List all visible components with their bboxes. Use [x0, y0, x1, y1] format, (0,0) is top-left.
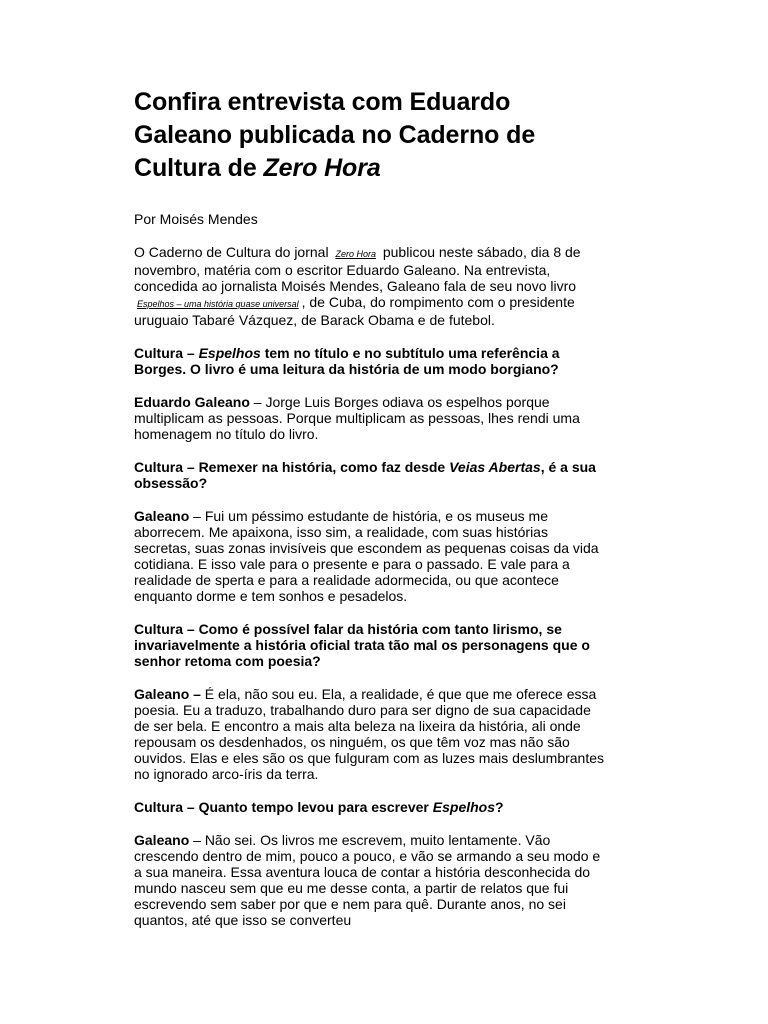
speaker: Galeano — [134, 508, 190, 524]
question-4 — [134, 799, 604, 815]
answer-text: – Fui um péssimo estudante de história, e os museus me aborrecem. Me apaixona, isso sim, a realidade, com suas histórias secretas, suas zonas invisíveis que escondem as pequenas coisas da vida cotidiana. E isso vale para o presente e para o passado. E vale para a realidade de sperta e para a realidade adormecida, ou que acontece enquanto dorme e tem sonhos e pesadelos. — [134, 508, 599, 604]
q4-a: Cultura – Quanto tempo levou para escrever — [134, 799, 433, 815]
answer-2 — [134, 508, 604, 604]
answer-text: – Jorge Luis Borges odiava os espelhos porque multiplicam as pessoas. Porque multiplicam as pessoas, lhes rendi uma homenagem no título do livro. — [134, 394, 580, 442]
speaker: Galeano – — [134, 686, 201, 702]
byline: Por Moisés Mendes — [134, 211, 258, 227]
q1-a: Cultura – — [134, 345, 199, 361]
speaker: Galeano — [134, 832, 190, 848]
answer-3 — [134, 686, 604, 782]
title-newspaper: Zero Hora — [263, 154, 381, 182]
zero-hora-link[interactable]: Zero Hora — [335, 249, 376, 259]
answer-text: É ela, não sou eu. Ela, a realidade, é que que me oferece essa poesia. Eu a traduzo, trabalhando duro para ser digno de sua capacidade de ser bela. E encontro a mais alta beleza na lixeira da história, ali onde repousam os desdenhados, os ninguém, os que têm voz mas não são ouvidos. Elas e eles são os que fulguram com as luzes mais deslumbrantes no ignorado arco-íris da terra. — [134, 686, 605, 782]
q1-c: tem no título e no subtítulo uma referência a Borges. O livro é uma leitura da história de um modo borgiano? — [134, 345, 560, 377]
answer-text: – Não sei. Os livros me escrevem, muito lentamente. Vão crescendo dentro de mim, pouco a pouco, e vão se armando a seu modo e a sua maneira. Essa aventura louca de contar a história desconhecida do mundo nasceu sem que eu me desse conta, a partir de relatos que fui escrevendo sem saber por que e nem para quê. Durante anos, no sei quantos, até que isso se converteu — [134, 832, 601, 928]
article — [134, 86, 604, 945]
question-1 — [134, 345, 604, 377]
intro-text-3: , de Cuba, do rompimento com o presidente uruguaio Tabaré Vázquez, de Barack Obama e de futebol. — [134, 294, 575, 328]
speaker: Eduardo Galeano — [134, 394, 250, 410]
intro-paragraph — [134, 244, 604, 328]
q2-a: Cultura – Remexer na história, como faz desde — [134, 459, 450, 475]
question-2 — [134, 459, 604, 491]
espelhos-link[interactable]: Espelhos – uma história quase universal — [137, 299, 299, 309]
q2-c: , é a sua obsessão? — [134, 459, 596, 491]
article-title — [134, 86, 604, 185]
q4-b: Espelhos — [432, 799, 496, 815]
q4-c: ? — [495, 799, 504, 815]
answer-1 — [134, 394, 604, 442]
q1-b: Espelhos — [198, 345, 261, 361]
title-text: Confira entrevista com Eduardo Galeano publicada no Caderno de Cultura de — [134, 88, 536, 182]
answer-4 — [134, 832, 604, 928]
q2-b: Veias Abertas — [449, 459, 541, 475]
intro-text-2: publicou neste sábado, dia 8 de novembro, matéria com o escritor Eduardo Galeano. Na entrevista, concedida ao jornalista Moisés Mendes, Galeano fala de seu novo livro — [134, 244, 581, 294]
question-3: Cultura – Como é possível falar da história com tanto lirismo, se invariavelmente a história oficial trata tão mal os personagens que o senhor retoma com poesia? — [134, 621, 590, 669]
intro-text-1: O Caderno de Cultura do jornal — [134, 244, 329, 260]
